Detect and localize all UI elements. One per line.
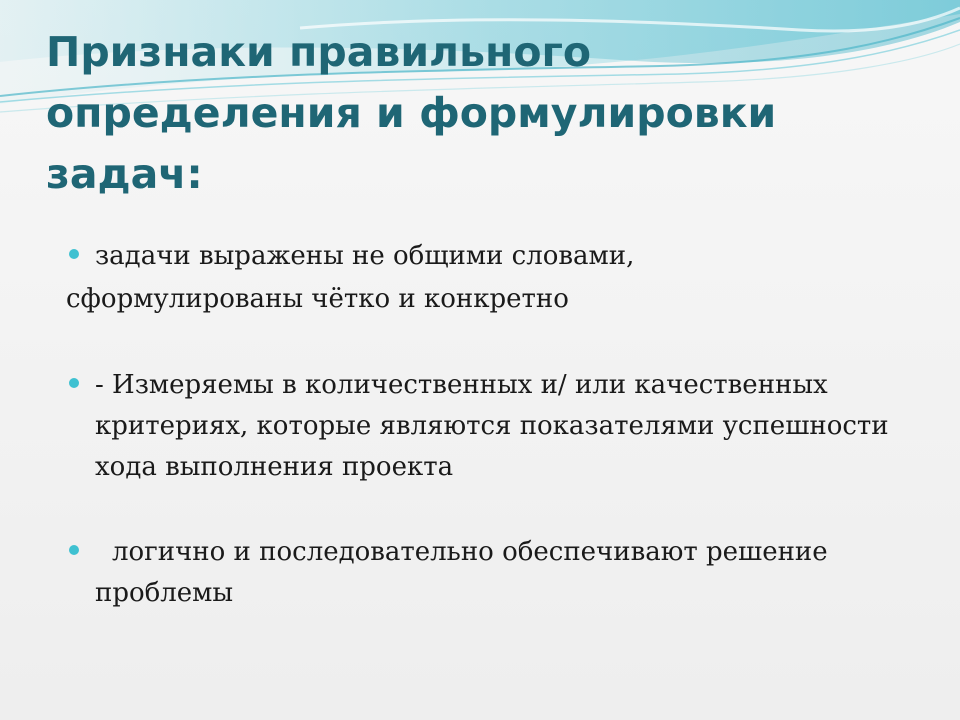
bullet-item	[66, 532, 936, 614]
bullet-item	[66, 236, 936, 321]
bullet-icon	[69, 545, 79, 555]
bullet-text: - Измеряемы в количественных и/ или качественных критериях, которые являются показателями успешности хода выполнения проекта	[95, 370, 889, 482]
bullet-item	[66, 365, 936, 488]
bullet-list	[66, 236, 936, 614]
bullet-text: задачи выражены не общими словами,	[95, 241, 635, 271]
bullet-text: логично и последовательно обеспечивают решение проблемы	[95, 537, 828, 608]
slide-title: Признаки правильного определения и формулировки задач:	[46, 28, 777, 198]
bullet-continuation-text: сформулированы чётко и конкретно	[66, 284, 569, 314]
bullet-icon	[69, 378, 79, 388]
bullet-icon	[69, 249, 79, 259]
